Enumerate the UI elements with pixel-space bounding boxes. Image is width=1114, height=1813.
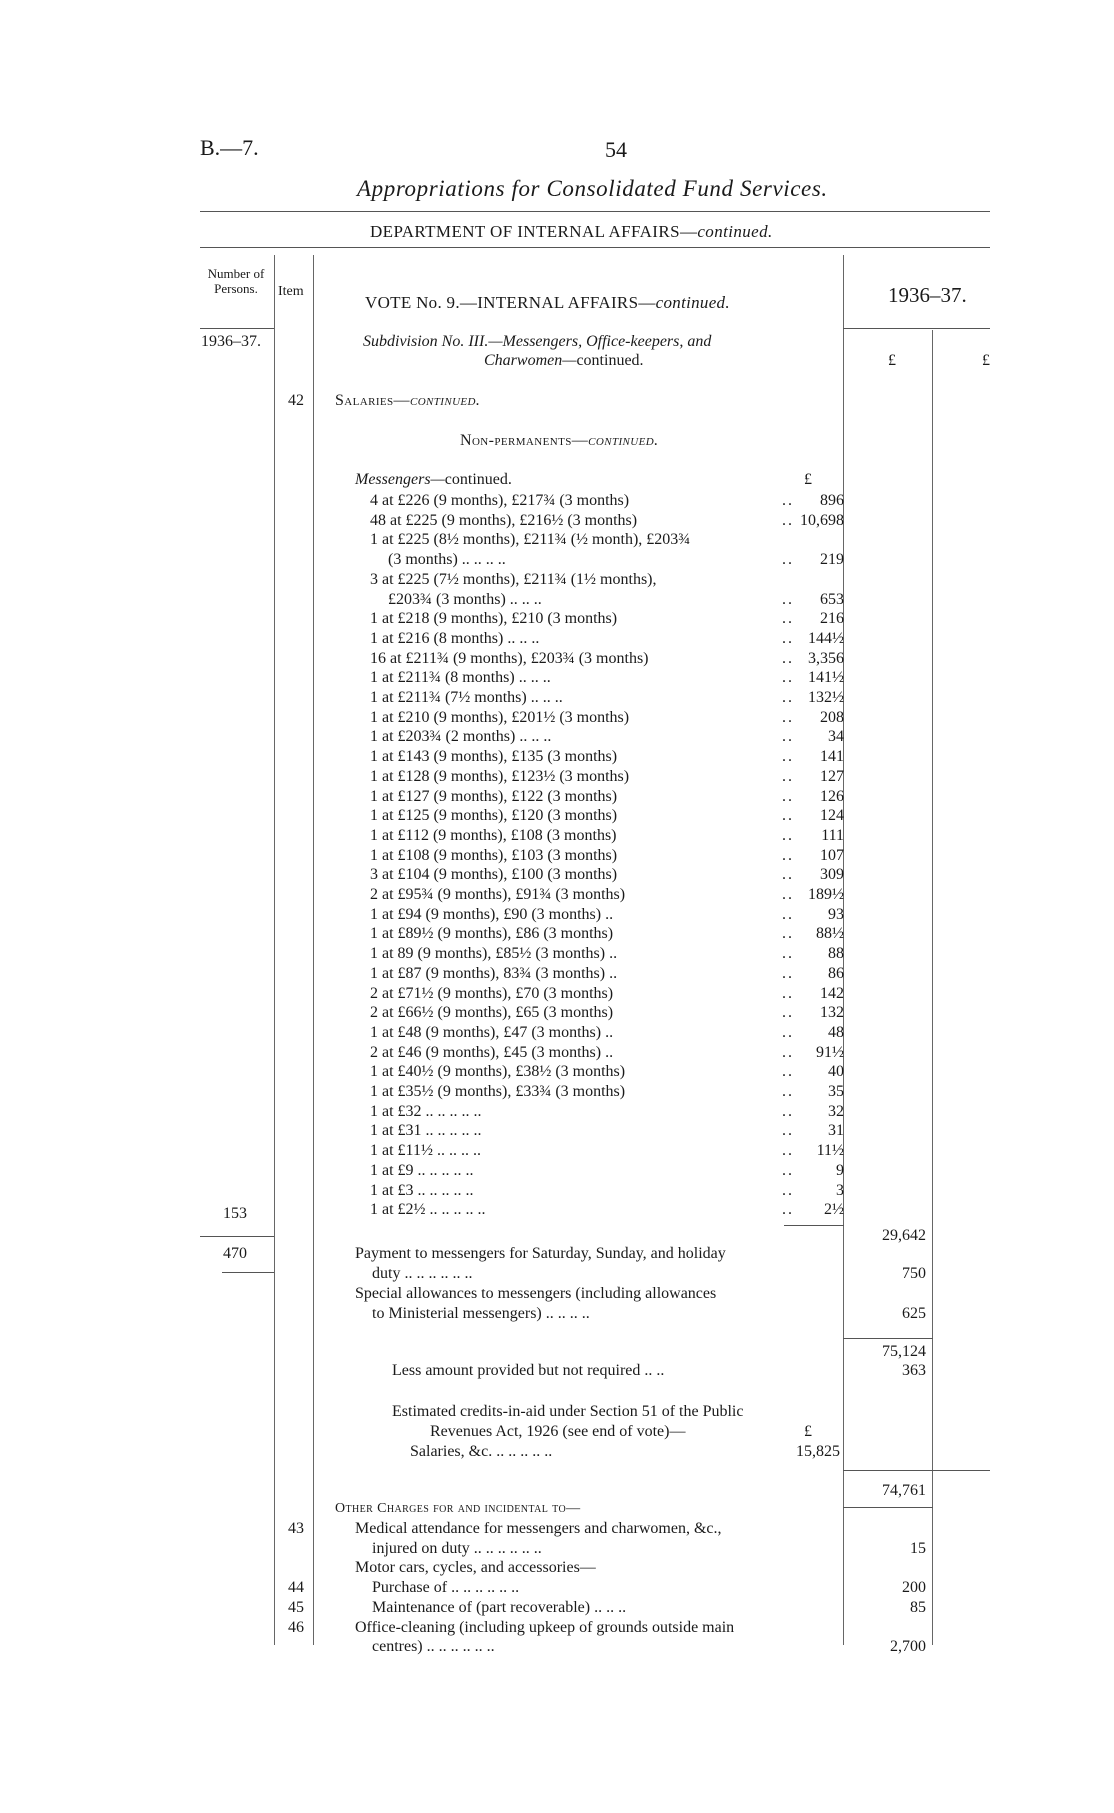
other-charges-heading: Other Charges for and incidental to— [335,1501,581,1516]
pound-symbol-col2: £ [982,352,990,369]
subdivision-line-2: Charwomen—continued. [484,352,644,369]
messenger-line-amount: 48 [828,1023,844,1041]
messenger-line [370,530,844,549]
leader-dots: .. [782,728,794,746]
messenger-line-amount: 10,698 [800,511,844,529]
messenger-line-amount: 144½ [808,629,844,647]
messenger-line-amount: 86 [828,964,844,982]
leader-dots: .. [782,945,794,963]
pound-symbol-inner: £ [804,471,812,488]
other-charge-label: Maintenance of (part recoverable) .. .. .. [372,1598,627,1616]
messenger-line-amount: 896 [820,492,844,509]
messenger-line [370,609,844,628]
leader-dots: .. [782,866,794,884]
net-rule-bottom [843,1507,933,1508]
messenger-line [370,1082,844,1101]
special-amount: 625 [902,1305,926,1322]
special-line-2: to Ministerial messengers) .. .. .. .. [372,1305,590,1322]
leader-dots: .. [782,511,794,529]
net-rule [843,1470,990,1471]
messengers-heading: Messengers—continued. [355,471,512,488]
leader-dots: .. [782,905,794,923]
leader-dots: .. [782,1063,794,1081]
other-charge-label: Purchase of .. .. .. .. .. .. [372,1579,520,1597]
other-charge-item-number: 46 [288,1618,304,1636]
messenger-line-text: 1 at £9 .. .. .. .. .. [370,1161,474,1179]
messenger-line [370,885,844,904]
messenger-line-text: 2 at £46 (9 months), £45 (3 months) .. [370,1043,614,1061]
messenger-line [370,984,844,1003]
payment-amount: 750 [902,1265,926,1282]
messenger-line-amount: 132 [820,1004,844,1022]
messenger-line [370,806,844,825]
messenger-line-text: 1 at £143 (9 months), £135 (3 months) [370,748,618,766]
messenger-line-text: 2 at £95¾ (9 months), £91¾ (3 months) [370,886,626,903]
persons-total: 470 [223,1245,247,1262]
messenger-line-text: 1 at £2½ .. .. .. .. .. [370,1201,486,1219]
messenger-line [370,727,844,746]
messenger-line-text: 1 at £216 (8 months) .. .. .. [370,629,540,647]
title-rule [200,211,990,212]
messenger-line-amount: 141½ [808,669,844,687]
messenger-line-text: 1 at £89½ (9 months), £86 (3 months) [370,925,614,943]
leader-dots: .. [782,649,794,667]
messenger-line-amount: 219 [820,551,844,569]
leader-dots: .. [782,767,794,785]
messenger-line-amount: 88½ [816,925,844,943]
messenger-line [370,491,844,510]
document-reference: B.—7. [200,135,259,160]
messenger-line-amount: 141 [820,748,844,766]
messenger-line [370,905,844,924]
messenger-line [370,629,844,648]
messenger-line [370,688,844,707]
leader-dots: .. [782,629,794,647]
messenger-line-text: (3 months) .. .. .. .. [388,551,506,569]
leader-dots: .. [782,1004,794,1022]
messenger-line-amount: 2½ [824,1201,844,1219]
other-charge-label: Medical attendance for messengers and charwomen, &c., [355,1520,722,1537]
payment-line-1: Payment to messengers for Saturday, Sunday, and holiday [355,1245,726,1262]
messenger-line-amount: 127 [820,767,844,785]
leader-dots: .. [782,807,794,825]
messenger-line-text: 2 at £71½ (9 months), £70 (3 months) [370,984,614,1002]
messenger-line-amount: 34 [828,728,844,746]
item-number: 42 [288,392,304,409]
credits-pound: £ [804,1423,812,1440]
messenger-line-text: 1 at £112 (9 months), £108 (3 months) [370,826,617,844]
messenger-line-text: 1 at £225 (8½ months), £211¾ (½ month), £203¾ [370,531,691,549]
leader-dots: .. [782,492,794,509]
leader-dots: .. [782,886,794,903]
credits-line-3: Salaries, &c. .. .. .. .. .. [410,1443,553,1460]
other-charge-label-cont: injured on duty .. .. .. .. .. .. [372,1539,542,1557]
messenger-line-amount: 111 [821,826,844,844]
other-charge-amount: 85 [910,1598,926,1616]
credits-amount: 15,825 [796,1443,840,1460]
messenger-line-text: 1 at 89 (9 months), £85½ (3 months) .. [370,945,618,963]
leader-dots: .. [782,1161,794,1179]
other-charge-label: Motor cars, cycles, and accessories— [355,1559,596,1577]
vote-heading: VOTE No. 9.—INTERNAL AFFAIRS—continued. [365,293,730,312]
persons-subtotal-rule [200,1236,274,1237]
messenger-line-text: 1 at £203¾ (2 months) .. .. .. [370,728,552,746]
messenger-line-amount: 9 [836,1161,844,1179]
messenger-line-text: 1 at £3 .. .. .. .. .. [370,1181,474,1199]
messenger-line-amount: 3,356 [808,649,844,667]
subdivision-line-1: Subdivision No. III.—Messengers, Office-keepers, and [363,333,712,350]
messenger-line-text: 1 at £210 (9 months), £201½ (3 months) [370,708,630,726]
messenger-line [370,1102,844,1121]
messenger-line-text: 1 at £211¾ (7½ months) .. .. .. [370,689,563,706]
leader-dots: .. [782,925,794,943]
messenger-line [370,747,844,766]
messenger-line [370,708,844,727]
messenger-line-amount: 208 [820,708,844,726]
messenger-line-amount: 216 [820,610,844,628]
gross-rule [843,1338,933,1339]
messenger-line-amount: 126 [820,787,844,805]
other-charge-label-cont: centres) .. .. .. .. .. .. [372,1638,495,1656]
leader-dots: .. [782,984,794,1002]
other-charge-amount: 2,700 [890,1638,926,1656]
year-header: 1936–37. [888,283,967,307]
messenger-line-text: 1 at £127 (9 months), £122 (3 months) [370,787,618,805]
messenger-line [370,1181,844,1200]
leader-dots: .. [782,846,794,864]
messenger-line-text: 1 at £94 (9 months), £90 (3 months) .. [370,905,614,923]
page-title: Appropriations for Consolidated Fund Services. [357,176,828,201]
messenger-line [370,964,844,983]
messenger-line-text: 1 at £211¾ (8 months) .. .. .. [370,669,551,687]
other-charge-amount: 15 [910,1539,926,1557]
subtotal-rule [784,1225,844,1226]
net-total: 74,761 [882,1482,926,1499]
leader-dots: .. [782,964,794,982]
other-charge-amount: 200 [902,1579,926,1597]
department-heading: DEPARTMENT OF INTERNAL AFFAIRS—continued. [370,222,773,241]
messenger-line [370,787,844,806]
messenger-line-amount: 189½ [808,886,844,903]
persons-total-rule [222,1272,274,1273]
item-header: Item [278,284,304,299]
other-charge-item-number: 43 [288,1520,304,1537]
messenger-line-amount: 31 [828,1122,844,1140]
header-rule [200,247,990,248]
messenger-line [370,767,844,786]
messenger-line-text: 1 at £108 (9 months), £103 (3 months) [370,846,618,864]
leader-dots: .. [782,1023,794,1041]
non-permanents-heading: Non-permanents—continued. [460,432,659,449]
messenger-line-text: 1 at £87 (9 months), 83¾ (3 months) .. [370,964,618,982]
leader-dots: .. [782,787,794,805]
messenger-line-text: 4 at £226 (9 months), £217¾ (3 months) [370,492,630,509]
messenger-line [370,570,844,589]
messenger-line [370,1200,844,1219]
messenger-line-text: 1 at £31 .. .. .. .. .. [370,1122,482,1140]
messenger-line-text: 1 at £48 (9 months), £47 (3 months) .. [370,1023,614,1041]
credits-line-2: Revenues Act, 1926 (see end of vote)— [430,1423,686,1440]
messenger-line-amount: 107 [820,846,844,864]
messenger-line-amount: 132½ [808,689,844,706]
leader-dots: .. [782,1201,794,1219]
less-amount: 363 [902,1362,926,1379]
messenger-line [370,1161,844,1180]
messenger-line [370,944,844,963]
leader-dots: .. [782,1181,794,1199]
messenger-line-amount: 124 [820,807,844,825]
messenger-line [370,1023,844,1042]
column-rule-amount-2 [932,330,933,1645]
messenger-line [370,826,844,845]
leader-dots: .. [782,1102,794,1120]
persons-subtotal: 153 [223,1205,247,1222]
leader-dots: .. [782,1083,794,1100]
messenger-line-amount: 88 [828,945,844,963]
messenger-line-text: £203¾ (3 months) .. .. .. [388,590,542,608]
messenger-line [370,865,844,884]
special-line-1: Special allowances to messengers (including allowances [355,1285,717,1302]
messenger-line-text: 3 at £225 (7½ months), £211¾ (1½ months), [370,570,657,588]
messenger-line [370,590,844,609]
messenger-line-text: 1 at £128 (9 months), £123½ (3 months) [370,767,630,785]
messenger-line-amount: 35 [828,1083,844,1100]
messenger-line [370,511,844,530]
leader-dots: .. [782,1142,794,1160]
messengers-total: 29,642 [882,1227,926,1244]
other-charge-label: Office-cleaning (including upkeep of grounds outside main [355,1618,735,1636]
leader-dots: .. [782,1043,794,1061]
messenger-line [370,1141,844,1160]
messenger-line-amount: 91½ [816,1043,844,1061]
messenger-line [370,846,844,865]
number-of-persons-header: Number of Persons. [207,266,265,296]
messenger-line-text: 48 at £225 (9 months), £216½ (3 months) [370,511,638,529]
messenger-line [370,649,844,668]
leader-dots: .. [782,689,794,706]
other-charge-item-number: 45 [288,1598,304,1616]
leader-dots: .. [782,708,794,726]
messenger-line-amount: 142 [820,984,844,1002]
messenger-line-text: 1 at £32 .. .. .. .. .. [370,1102,482,1120]
persons-year: 1936–37. [201,333,261,350]
messenger-line-amount: 309 [820,866,844,884]
leader-dots: .. [782,551,794,569]
leader-dots: .. [782,669,794,687]
messenger-line-amount: 93 [828,905,844,923]
messenger-line [370,1121,844,1140]
persons-header-rule [200,328,274,329]
messenger-line-amount: 11½ [816,1142,844,1160]
messenger-line [370,1043,844,1062]
messenger-line-text: 3 at £104 (9 months), £100 (3 months) [370,866,618,884]
less-amount-label: Less amount provided but not required .. .. [392,1362,665,1379]
messenger-line [370,924,844,943]
messenger-line-text: 1 at £11½ .. .. .. .. [370,1142,481,1160]
messenger-line [370,1003,844,1022]
messenger-line-text: 16 at £211¾ (9 months), £203¾ (3 months) [370,649,649,667]
messenger-line-text: 2 at £66½ (9 months), £65 (3 months) [370,1004,614,1022]
column-rule-persons [274,255,275,1645]
messenger-line [370,1062,844,1081]
leader-dots: .. [782,748,794,766]
messenger-line [370,550,844,569]
gross-total: 75,124 [882,1343,926,1360]
messenger-line-text: 1 at £35½ (9 months), £33¾ (3 months) [370,1083,626,1100]
salaries-heading: Salaries—continued. [335,392,481,409]
leader-dots: .. [782,610,794,628]
leader-dots: .. [782,590,794,608]
payment-line-2: duty .. .. .. .. .. .. [372,1265,473,1282]
amount-header-rule [843,328,990,329]
page-number: 54 [605,137,627,162]
messenger-line [370,668,844,687]
other-charge-item-number: 44 [288,1579,304,1597]
leader-dots: .. [782,1122,794,1140]
messenger-line-text: 1 at £125 (9 months), £120 (3 months) [370,807,618,825]
pound-symbol-col1: £ [888,352,896,369]
messenger-line-text: 1 at £40½ (9 months), £38½ (3 months) [370,1063,626,1081]
messenger-line-amount: 32 [828,1102,844,1120]
messenger-line-text: 1 at £218 (9 months), £210 (3 months) [370,610,618,628]
column-rule-item [313,255,314,1645]
messenger-line-amount: 40 [828,1063,844,1081]
credits-line-1: Estimated credits-in-aid under Section 51 of the Public [392,1403,744,1420]
messenger-line-amount: 3 [836,1181,844,1199]
messenger-line-amount: 653 [820,590,844,608]
leader-dots: .. [782,826,794,844]
